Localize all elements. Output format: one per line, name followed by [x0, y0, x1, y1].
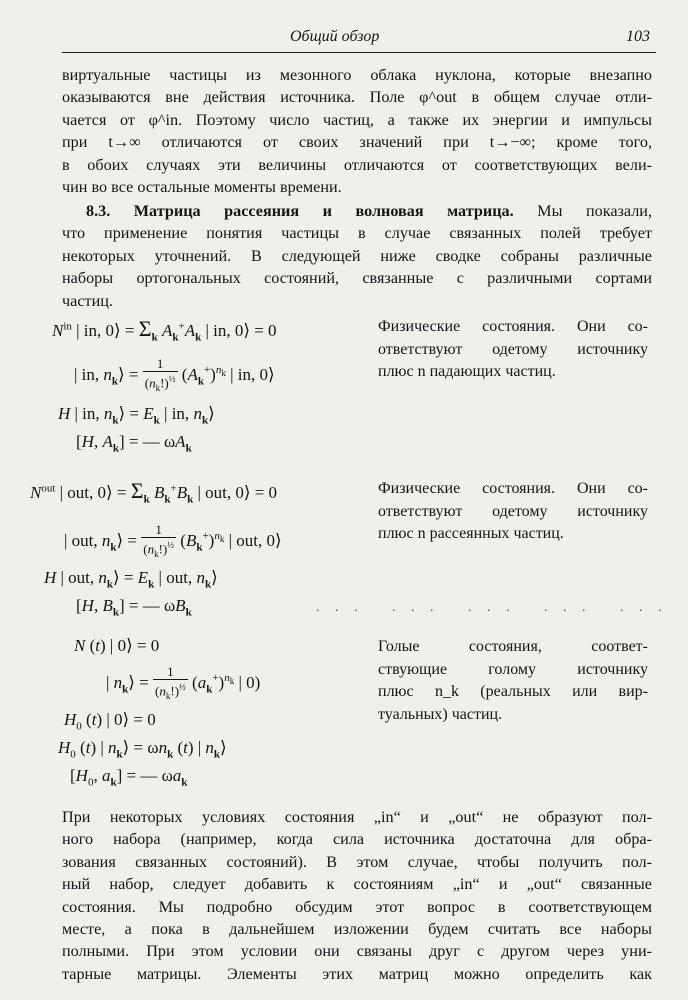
description-line: Голые состояния, соответ-: [378, 638, 648, 655]
description-line: плюс n падающих частиц.: [378, 363, 556, 380]
closing-line: ного набора (например, когда сила источника достаточна для обра-: [62, 830, 652, 849]
description-line: туальных) частиц.: [378, 705, 503, 723]
intro-line: при t→∞ отличаются от своих значений при t→−∞; кроме того,: [62, 133, 652, 152]
section-line: некоторых уточнений. В следующей ниже сводке собраны различные: [62, 246, 652, 265]
group-out-description: [378, 478, 648, 546]
equation-out-number: $N^{out}$ | out, 0⟩ = $\Sigma_k$ $B_k^+B_k$ | out, 0⟩ = 0: [30, 478, 278, 506]
closing-line: ный набор, следует добавить к состояниям „in“ и „out“ связанные: [62, 875, 652, 894]
closing-line: состояния. Мы подробно обсудим этот вопрос в соответствующем: [62, 897, 652, 916]
intro-line: в обоих случаях эти величины отличаются от соответствующих вели-: [62, 155, 652, 174]
intro-line: виртуальные частицы из мезонного облака нуклона, которые внезапно: [62, 66, 652, 84]
description-line: плюс n рассеянных частиц.: [378, 525, 564, 542]
equation-out-state: | out, $n_k⟩$ = $\frac{1}{(n_k!)^{\frac{1}{2}}}$ $(B_k^+)^{n_k}$ | out, 0⟩: [64, 522, 282, 559]
description-line: ответствуют одетому источнику: [378, 502, 648, 520]
closing-line: зования связанных состояний). В этом случае, чтобы получить пол-: [62, 852, 652, 871]
closing-line: полными. При этом условии они связаны друг с другом через уни-: [62, 942, 652, 961]
intro-line: оказываются вне действия источника. Поле φ^out в общем случае отли-: [62, 88, 652, 107]
description-line: ствующие голому источнику: [378, 660, 648, 678]
group-bare-description: [378, 636, 648, 726]
intro-paragraph: [62, 64, 652, 198]
closing-paragraph: [62, 806, 652, 985]
closing-line: При некоторых условиях состояния „in“ и „out“ не образуют пол-: [62, 808, 652, 826]
equation-in-number: $N^{in}$ | in, 0⟩ = $\Sigma_k$ $A_k^+A_k$ | in, 0⟩ = 0: [52, 316, 277, 344]
description-line: плюс n_k (реальных или вир-: [378, 683, 648, 700]
section-line: Мы показали,: [513, 202, 653, 220]
section-line: частиц.: [62, 291, 113, 310]
group-in-description: [378, 316, 648, 384]
equation-out-commutator: [H, $B_k$] = — $\omega B_k$: [76, 596, 192, 619]
equation-out-energy: H | out, $n_k⟩ = E_k$ | out, $n_k⟩$: [44, 568, 218, 591]
page-number: 103: [626, 28, 650, 45]
equation-text-source: [0, 0, 1, 1]
closing-line: месте, а пока в дальнейшем изложении будем считать все наборы: [62, 919, 652, 938]
equation-in-energy: H | in, $n_k⟩ = E_k$ | in, $n_k⟩$: [58, 404, 215, 427]
description-line: ответствуют одетому источнику: [378, 340, 648, 358]
equation-text: [0, 0, 1, 1]
section-title: 8.3. Матрица рассеяния и волновая матрица.: [86, 202, 514, 220]
section-line: наборы ортогональных состояний, связанные с различными сортами: [62, 269, 652, 288]
equation-bare-commutator: [$H_0$, $a_k$] = — $\omega a_k$: [70, 766, 188, 789]
running-header-title: Общий обзор: [290, 28, 380, 45]
section-paragraph: [62, 200, 652, 312]
intro-line: чин во все остальные моменты времени.: [62, 177, 342, 196]
section-first-line: [62, 200, 652, 222]
equation-bare-energy: $H_0$ (t) | $n_k⟩ = \omega n_k$ (t) | $n_k⟩$: [58, 738, 227, 761]
description-line: Физические состояния. Они со-: [378, 480, 648, 497]
equation-bare-number: N (t) | 0⟩ = 0: [74, 636, 160, 655]
equation-in-commutator: [H, $A_k$] = — $\omega A_k$: [76, 432, 192, 455]
dotted-leader: . . . . . . . . . . . . . . .: [316, 600, 668, 615]
equation-bare-vacuum: $H_0$ (t) | 0⟩ = 0: [64, 710, 156, 733]
closing-line: тарные матрицы. Элементы этих матриц можно определить как: [62, 964, 652, 983]
equation-bare-state: | $n_k⟩$ = $\frac{1}{(n_k!)^{\frac{1}{2}}}$ $(a_k^+)^{n_k}$ | 0): [106, 664, 261, 701]
header-rule: [62, 52, 656, 53]
section-line: что применение понятия частицы в случае связанных полей требует: [62, 224, 652, 243]
description-line: Физические состояния. Они со-: [378, 318, 648, 335]
intro-line: чается от φ^in. Поэтому число частиц, а также их энергии и импульсы: [62, 110, 652, 129]
equation-in-state: | in, $n_k⟩$ = $\frac{1}{(n_k!)^{\frac{1}{2}}}$ $(A_k^+)^{n_k}$ | in, 0⟩: [74, 356, 275, 393]
